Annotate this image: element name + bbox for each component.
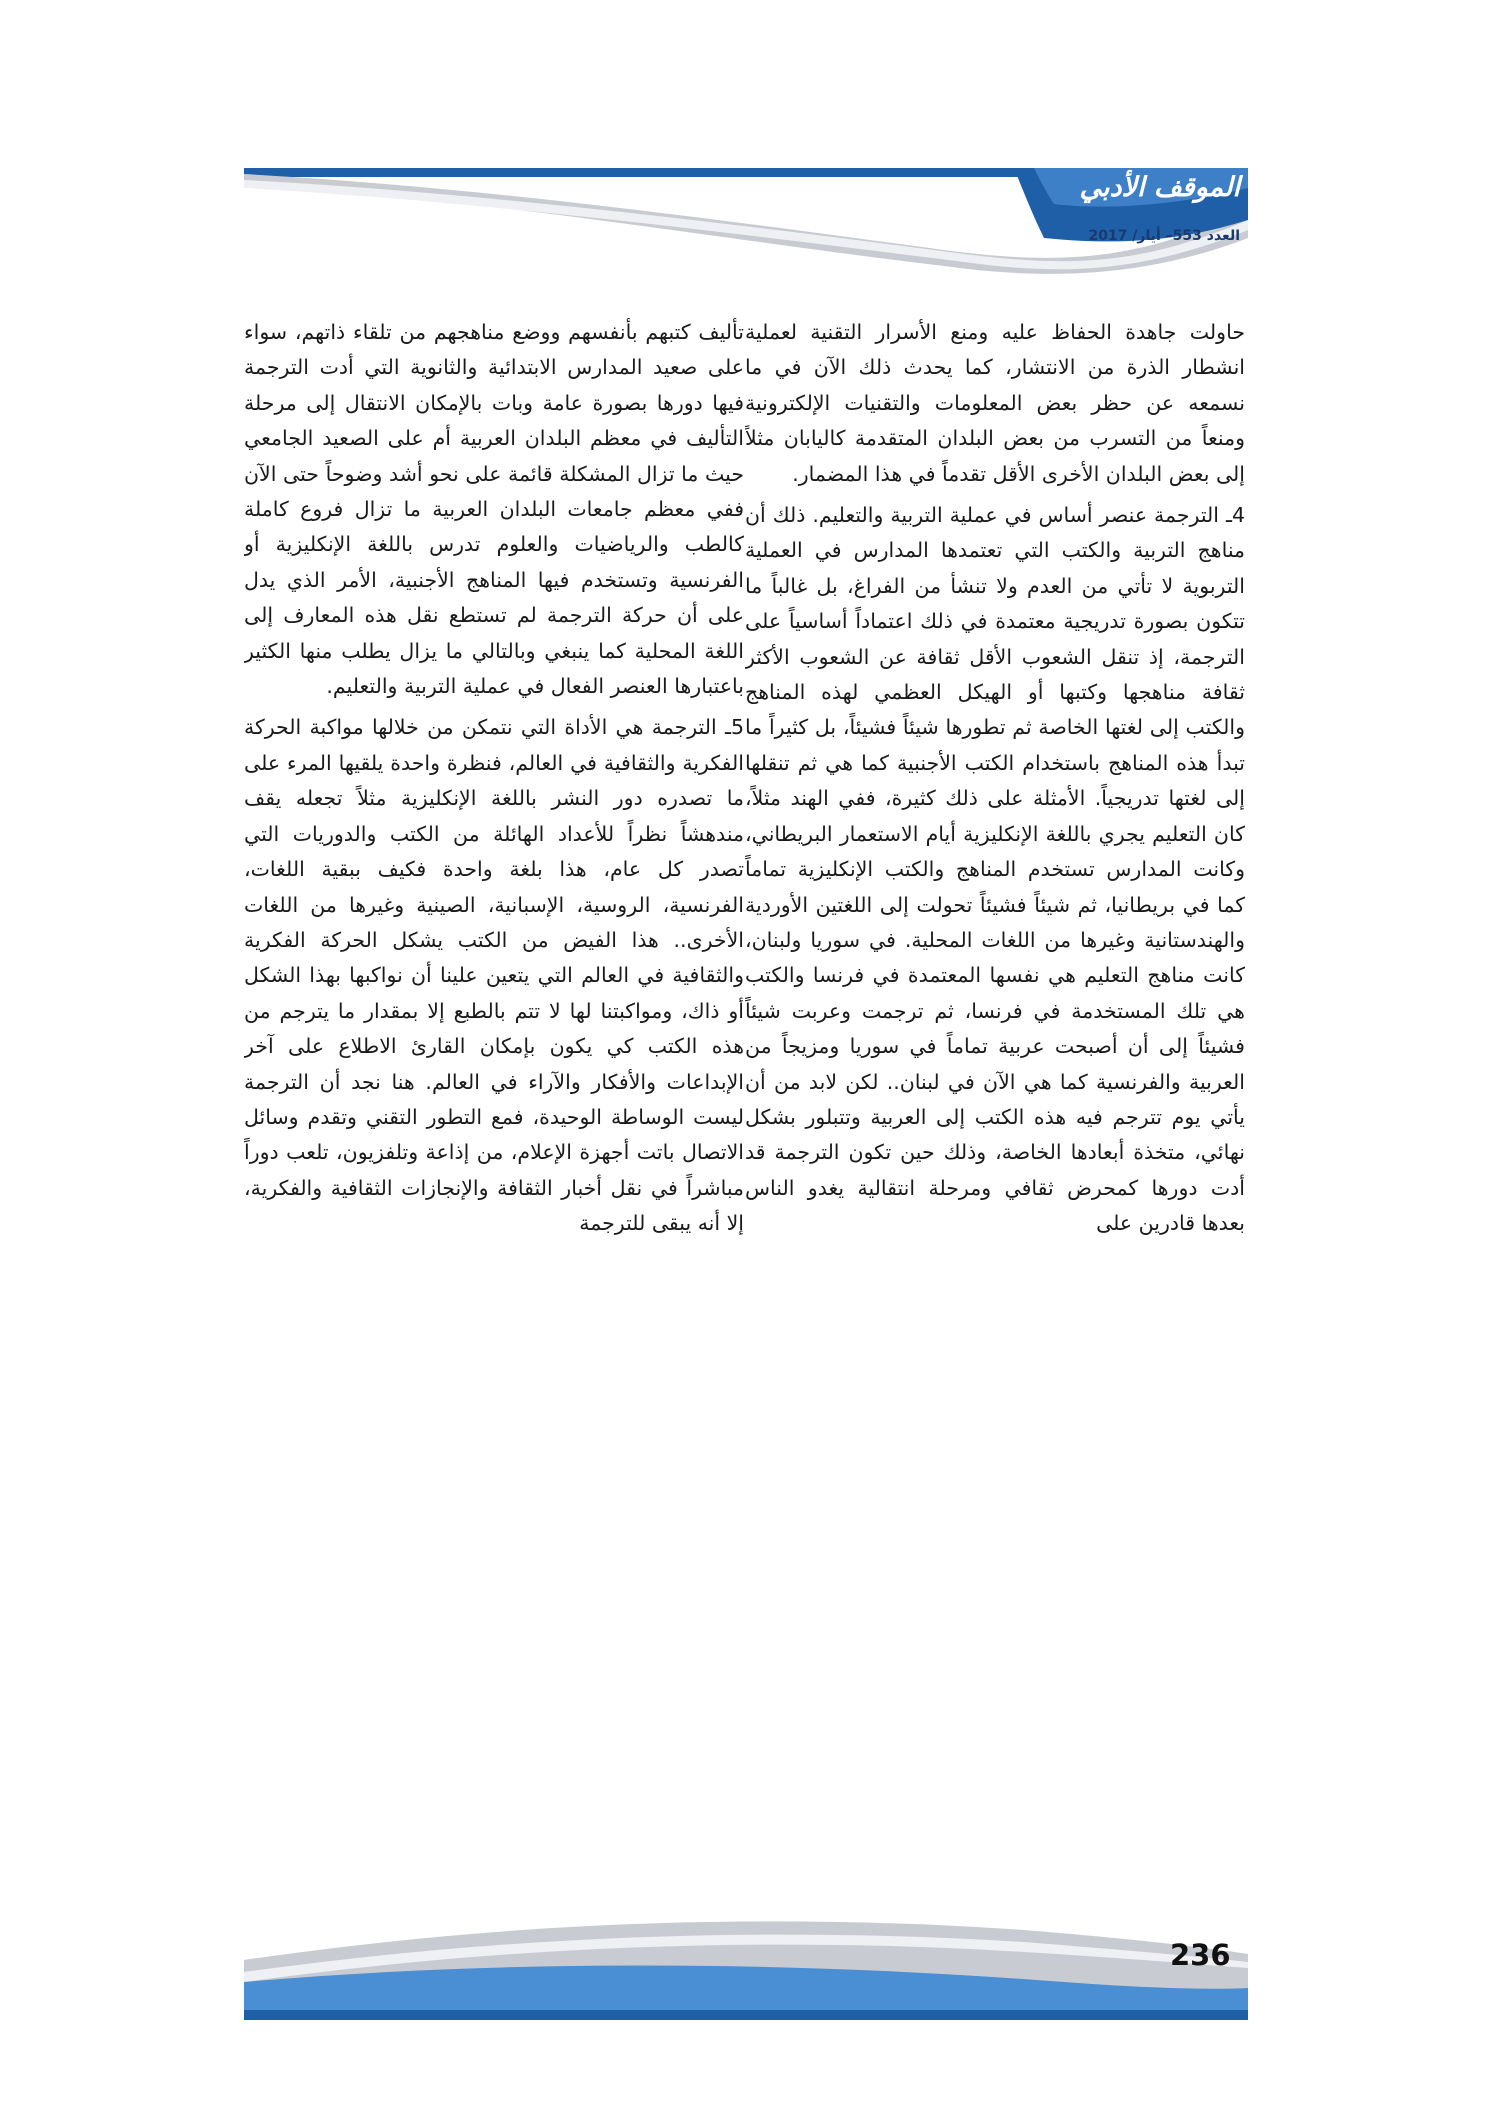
issue-line: العدد 553– أيار/ 2017 bbox=[1088, 228, 1240, 244]
paragraph: تأليف كتبهم بأنفسهم ووضع مناهجهم من تلقاء ذاتهم، سواء على صعيد المدارس الابتدائية والثانوية التي أدت الترجمة فيها دورها بصورة عامة وبات بالإمكان الانتقال إلى مرحلة التأليف في معظم البلدان العربية أم على الصعيد الجامعي حيث ما تزال المشكلة قائمة على نحو أشد وضوحاً حتى الآن ففي معظم جامعات البلدان العربية ما تزال فروع كاملة كالطب والرياضيات والعلوم تدرس باللغة الإنكليزية أو الفرنسية وتستخدم فيها المناهج الأجنبية، الأمر الذي يدل على أن حركة الترجمة لم تستطع نقل هذه المعارف إلى اللغة المحلية كما ينبغي وبالتالي ما يزال يطلب منها الكثير باعتبارها العنصر الفعال في عملية التربية والتعليم. bbox=[244, 320, 744, 699]
footer-banner bbox=[244, 1912, 1248, 2020]
page-number: 236 bbox=[1170, 1938, 1231, 1972]
right-column bbox=[745, 315, 1245, 1865]
masthead bbox=[1000, 168, 1240, 248]
footer-bottom-rule bbox=[244, 2010, 1248, 2020]
magazine-logo: الموقف الأدبي bbox=[1079, 172, 1240, 203]
paragraph: حاولت جاهدة الحفاظ عليه ومنع الأسرار التقنية لعملية انشطار الذرة من الانتشار، كما يحدث ذلك الآن في ما نسمعه عن حظر بعض المعلومات والتقنيات الإلكترونية ومنعاً من التسرب من بعض البلدان المتقدمة كاليابان مثلاً إلى بعض البلدان الأخرى الأقل تقدماً في هذا المضمار. bbox=[745, 320, 1245, 486]
left-column bbox=[244, 315, 744, 1865]
paragraph: 5ـ الترجمة هي الأداة التي نتمكن من خلالها مواكبة الحركة الفكرية والثقافية في العالم، فنظرة واحدة يلقيها المرء على ما تصدره دور النشر باللغة الإنكليزية مثلاً تجعله يقف مندهشاً نظراً للأعداد الهائلة من الكتب والدوريات التي تصدر كل عام، هذا بلغة واحدة فكيف ببقية اللغات، الفرنسية، الروسية، الإسبانية، الصينية وغيرها من اللغات الأخرى.. هذا الفيض من الكتب يشكل الحركة الفكرية والثقافية في العالم التي يتعين علينا أن نواكبها بهذا الشكل أو ذاك، ومواكبتنا لها لا تتم بالطبع إلا بمقدار ما يترجم من هذه الكتب كي يكون بإمكان القارئ الاطلاع على آخر الإبداعات والأفكار والآراء في العالم. هنا نجد أن الترجمة ليست الوساطة الوحيدة، فمع التطور التقني وتقدم وسائل الاتصال باتت أجهزة الإعلام، من إذاعة وتلفزيون، تلعب دوراً مباشراً في نقل أخبار الثقافة والإنجازات الثقافية والفكرية، إلا أنه يبقى للترجمة bbox=[244, 715, 744, 1236]
paragraph: 4ـ الترجمة عنصر أساس في عملية التربية والتعليم. ذلك أن مناهج التربية والكتب التي تعتمدها المدارس في العملية التربوية لا تأتي من العدم ولا تنشأ من الفراغ، بل غالباً ما تتكون بصورة تدريجية معتمدة في ذلك اعتماداً أساسياً على الترجمة، إذ تنقل الشعوب الأقل ثقافة عن الشعوب الأكثر ثقافة مناهجها وكتبها أو الهيكل العظمي لهذه المناهج والكتب إلى لغتها الخاصة ثم تطورها شيئاً فشيئاً، بل كثيراً ما تبدأ هذه المناهج باستخدام الكتب الأجنبية كما هي ثم تنقلها إلى لغتها تدريجياً. الأمثلة على ذلك كثيرة، ففي الهند مثلاً، كان التعليم يجري باللغة الإنكليزية أيام الاستعمار البريطاني، وكانت المدارس تستخدم المناهج والكتب الإنكليزية تماماً كما في بريطانيا، ثم شيئاً فشيئاً تحولت إلى اللغتين الأوردية والهندستانية وغيرها من اللغات المحلية. في سوريا ولبنان، كانت مناهج التعليم هي نفسها المعتمدة في فرنسا والكتب هي تلك المستخدمة في فرنسا، ثم ترجمت وعربت شيئاً فشيئاً إلى أن أصبحت عربية تماماً في سوريا ومزيجاً من العربية والفرنسية كما هي الآن في لبنان.. لكن لابد من أن يأتي يوم تترجم فيه هذه الكتب إلى العربية وتتبلور بشكل نهائي، متخذة أبعادها الخاصة، وذلك حين تكون الترجمة قد أدت دورها كمحرض ثقافي ومرحلة انتقالية يغدو الناس بعدها قادرين على bbox=[745, 503, 1245, 1236]
